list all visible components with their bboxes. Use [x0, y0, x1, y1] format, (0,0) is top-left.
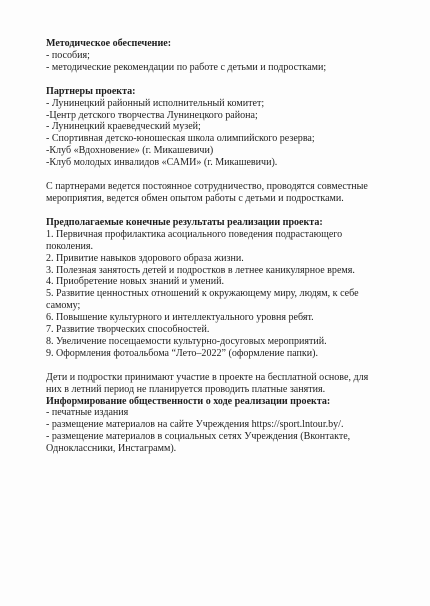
result-line: 1. Первичная профилактика асоциального поведения подрастающего [46, 228, 343, 240]
methodical-section [46, 38, 382, 74]
partner-item: -Центр детского творчества Лунинецкого района; [46, 109, 258, 121]
free-line: них в летний период не планируется проводить платные занятия. [46, 383, 326, 395]
results-heading: Предполагаемые конечные результаты реализации проекта: [46, 216, 323, 228]
cooperation-paragraph [46, 181, 382, 205]
results-section [46, 217, 382, 360]
cooperation-line: С партнерами ведется постоянное сотрудничество, проводятся совместные [46, 181, 368, 193]
result-line: поколения. [46, 240, 94, 252]
result-line: 5. Развитие ценностных отношений к окружающему миру, людям, к себе [46, 288, 359, 300]
partner-item: - Лунинецкий районный исполнительный комитет; [46, 97, 265, 109]
result-line: 6. Повышение культурного и интеллектуального уровня ребят. [46, 312, 314, 324]
informing-line: Одноклассники, Инстаграмм). [46, 443, 177, 455]
result-line: 2. Привитие навыков здорового образа жизни. [46, 252, 244, 264]
result-line: 9. Оформления фотоальбома “Лето–2022” (оформление папки). [46, 347, 319, 359]
methodical-heading: Методическое обеспечение: [46, 38, 172, 49]
cooperation-line: мероприятия, ведется обмен опытом работы с детьми и подростками. [46, 192, 344, 204]
informing-line: - размещение материалов на сайте Учреждения https://sport.lntour.by/. [46, 419, 344, 431]
result-line: самому; [46, 300, 81, 312]
partner-item: - Лунинецкий краеведческий музей; [46, 121, 201, 133]
free-line: Дети и подростки принимают участие в проекте на бесплатной основе, для [46, 371, 369, 383]
free-participation-paragraph [46, 372, 382, 396]
partner-item: - Спортивная детско-юношеская школа олимпийского резерва; [46, 133, 315, 145]
partner-item: -Клуб молодых инвалидов «САМИ» (г. Микашевичи). [46, 157, 278, 169]
result-line: 3. Полезная занятость детей и подростков в летнее каникулярное время. [46, 264, 355, 276]
partner-item: -Клуб «Вдохновение» (г. Микашевичи) [46, 145, 214, 157]
document-body [46, 38, 382, 455]
partners-section [46, 86, 382, 169]
informing-heading: Информирование общественности о ходе реализации проекта: [46, 395, 331, 407]
informing-line: - размещение материалов в социальных сетях Учреждения (Вконтакте, [46, 431, 351, 443]
informing-line: - печатные издания [46, 407, 129, 419]
methodical-item: - методические рекомендации по работе с детьми и подростками; [46, 61, 327, 73]
partners-heading: Партнеры проекта: [46, 85, 136, 97]
result-line: 8. Увеличение посещаемости культурно-досуговых мероприятий. [46, 335, 327, 347]
result-line: 4. Приобретение новых знаний и умений. [46, 276, 225, 288]
informing-section [46, 396, 382, 456]
result-line: 7. Развитие творческих способностей. [46, 324, 210, 336]
methodical-item: - пособия; [46, 49, 90, 61]
